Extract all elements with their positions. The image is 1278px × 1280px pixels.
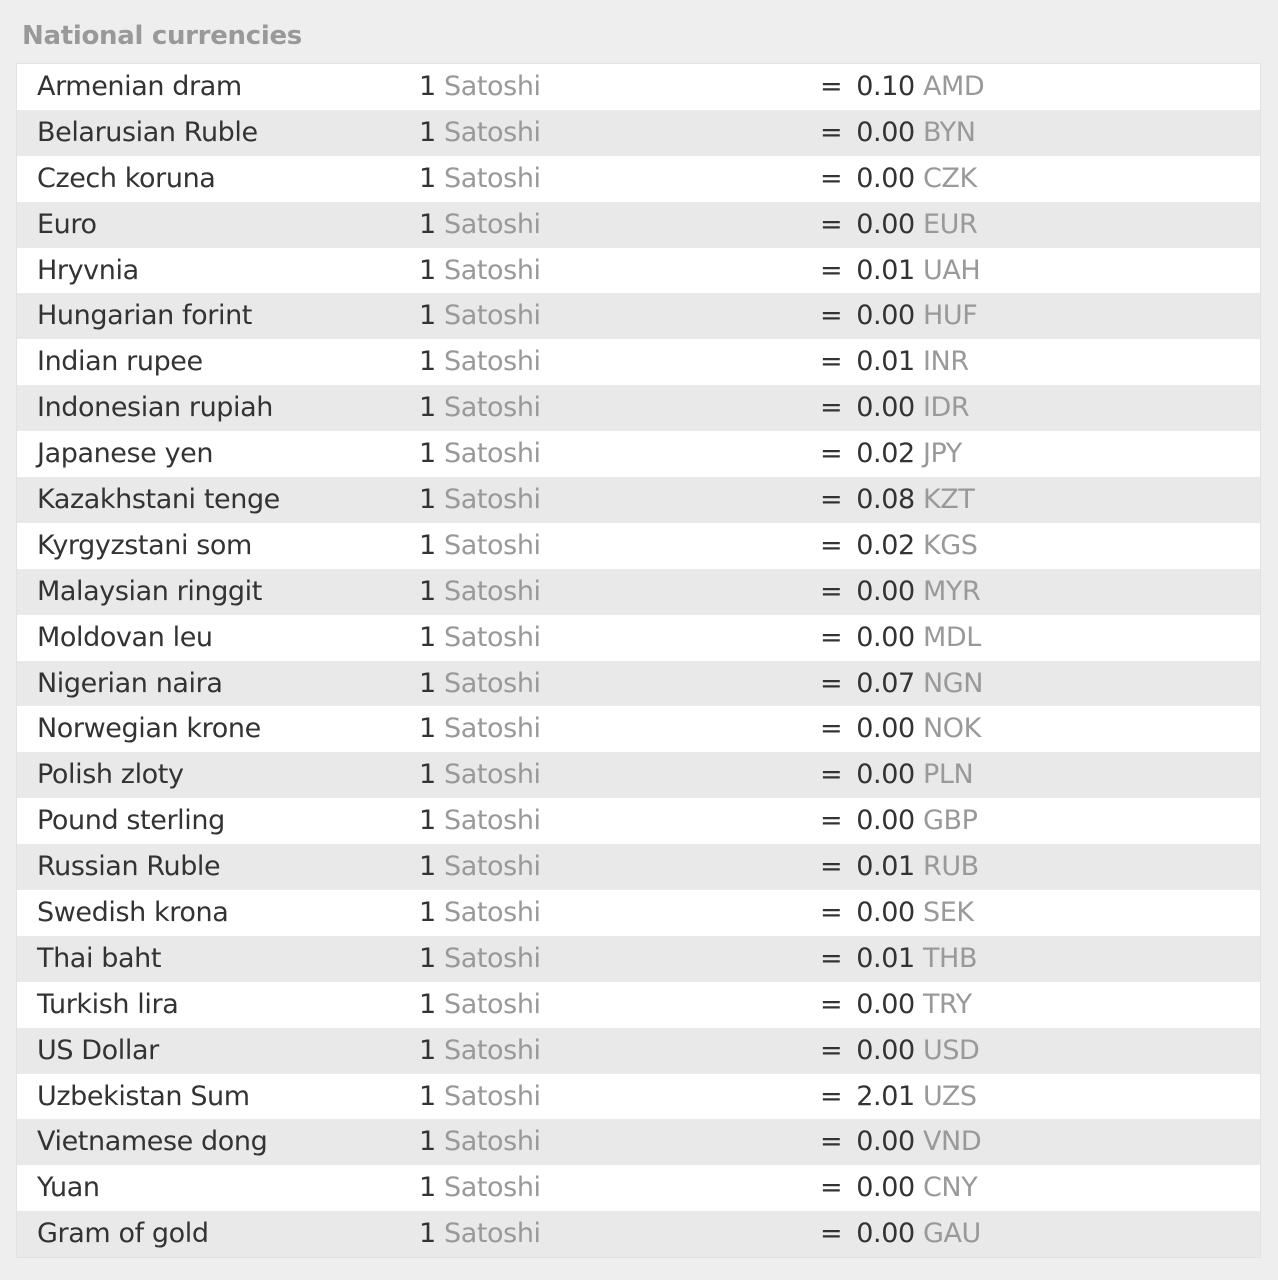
base-unit: Satoshi (443, 805, 541, 837)
base-amount: 1 (419, 1080, 436, 1112)
rate-cell (820, 1074, 977, 1120)
currency-name: Moldovan leu (37, 621, 213, 653)
equals-sign: = (820, 1126, 843, 1158)
rate-value: 0.00 (856, 300, 915, 332)
currency-code: HUF (922, 300, 978, 332)
rate-value: 0.00 (856, 759, 915, 791)
currency-row (17, 523, 1260, 569)
rate-cell (820, 1211, 981, 1257)
equals-sign: = (820, 254, 843, 286)
currency-name: Russian Ruble (37, 851, 221, 883)
currency-row (17, 936, 1260, 982)
currency-code: SEK (922, 897, 974, 929)
section-title: National currencies (22, 21, 302, 51)
base-amount-cell (419, 431, 541, 477)
rate-cell (820, 890, 974, 936)
rate-cell (820, 798, 977, 844)
base-amount: 1 (419, 575, 436, 607)
base-unit: Satoshi (443, 1218, 541, 1250)
currency-code: NOK (922, 713, 981, 745)
base-unit: Satoshi (443, 988, 541, 1020)
base-unit: Satoshi (443, 438, 541, 470)
base-unit: Satoshi (443, 1126, 541, 1158)
base-amount: 1 (419, 1126, 436, 1158)
base-unit: Satoshi (443, 529, 541, 561)
base-amount-cell (419, 202, 541, 248)
currency-row (17, 798, 1260, 844)
base-amount: 1 (419, 897, 436, 929)
equals-sign: = (820, 621, 843, 653)
base-unit: Satoshi (443, 162, 541, 194)
base-unit: Satoshi (443, 942, 541, 974)
currency-code: TRY (922, 988, 972, 1020)
currency-row (17, 339, 1260, 385)
currency-code: KGS (922, 529, 978, 561)
base-amount-cell (419, 64, 541, 110)
currency-code: KZT (922, 484, 975, 516)
currency-row (17, 477, 1260, 523)
base-unit: Satoshi (443, 71, 541, 102)
base-amount: 1 (419, 254, 436, 286)
base-amount: 1 (419, 805, 436, 837)
rate-value: 0.00 (856, 575, 915, 607)
currency-row (17, 890, 1260, 936)
equals-sign: = (820, 529, 843, 561)
base-amount-cell (419, 1119, 541, 1165)
currency-row (17, 615, 1260, 661)
equals-sign: = (820, 162, 843, 194)
base-unit: Satoshi (443, 300, 541, 332)
rate-cell (820, 569, 980, 615)
rate-value: 2.01 (856, 1080, 915, 1112)
rate-value: 0.07 (856, 667, 915, 699)
currency-row (17, 431, 1260, 477)
rate-cell (820, 706, 981, 752)
rate-value: 0.00 (856, 1218, 915, 1250)
rate-value: 0.00 (856, 988, 915, 1020)
rate-cell (820, 1165, 977, 1211)
currency-code: CZK (922, 162, 977, 194)
rate-value: 0.00 (856, 116, 915, 148)
base-unit: Satoshi (443, 1034, 541, 1066)
currency-row (17, 1028, 1260, 1074)
rate-cell (820, 339, 969, 385)
base-amount-cell (419, 752, 541, 798)
currency-row (17, 385, 1260, 431)
currency-code: UZS (922, 1080, 977, 1112)
currency-name: Belarusian Ruble (37, 116, 258, 148)
base-unit: Satoshi (443, 621, 541, 653)
rate-cell (820, 661, 983, 707)
currency-code: GBP (922, 805, 978, 837)
equals-sign: = (820, 1218, 843, 1250)
base-amount: 1 (419, 346, 436, 378)
rate-cell (820, 64, 984, 110)
currency-code: RUB (922, 851, 979, 883)
currency-name: Kazakhstani tenge (37, 484, 280, 516)
rate-value: 0.00 (856, 392, 915, 424)
base-amount: 1 (419, 438, 436, 470)
rate-cell (820, 110, 976, 156)
rate-value: 0.00 (856, 208, 915, 240)
rate-cell (820, 1028, 979, 1074)
rate-cell (820, 844, 979, 890)
rate-value: 0.00 (856, 621, 915, 653)
rate-cell (820, 982, 972, 1028)
base-amount: 1 (419, 1218, 436, 1250)
currency-name: Japanese yen (37, 438, 214, 470)
currency-code: MDL (922, 621, 981, 653)
currency-code: IDR (922, 392, 970, 424)
base-unit: Satoshi (443, 1172, 541, 1204)
currency-rates-table (16, 63, 1261, 1258)
currency-row (17, 110, 1260, 156)
currency-code: AMD (922, 71, 985, 102)
rate-value: 0.00 (856, 805, 915, 837)
base-amount-cell (419, 706, 541, 752)
rate-value: 0.02 (856, 529, 915, 561)
rate-value: 0.00 (856, 1034, 915, 1066)
currency-code: INR (922, 346, 969, 378)
rate-value: 0.00 (856, 1172, 915, 1204)
base-amount-cell (419, 248, 541, 294)
currency-code: VND (922, 1126, 982, 1158)
currency-row (17, 982, 1260, 1028)
currency-name: Euro (37, 208, 97, 240)
rate-cell (820, 431, 962, 477)
currency-name: Nigerian naira (37, 667, 223, 699)
currency-row (17, 1119, 1260, 1165)
currency-name: Malaysian ringgit (37, 575, 262, 607)
equals-sign: = (820, 208, 843, 240)
equals-sign: = (820, 116, 843, 148)
currency-code: CNY (922, 1172, 978, 1204)
rate-cell (820, 248, 980, 294)
currency-code: GAU (922, 1218, 981, 1250)
equals-sign: = (820, 988, 843, 1020)
currency-code: UAH (922, 254, 981, 286)
rate-value: 0.00 (856, 162, 915, 194)
base-amount-cell (419, 661, 541, 707)
equals-sign: = (820, 897, 843, 929)
currency-code: EUR (922, 208, 978, 240)
base-amount-cell (419, 569, 541, 615)
base-amount: 1 (419, 300, 436, 332)
currency-row (17, 293, 1260, 339)
base-amount: 1 (419, 392, 436, 424)
rate-cell (820, 293, 977, 339)
rate-cell (820, 385, 969, 431)
base-unit: Satoshi (443, 759, 541, 791)
base-amount-cell (419, 844, 541, 890)
equals-sign: = (820, 713, 843, 745)
base-amount-cell (419, 293, 541, 339)
rate-cell (820, 156, 977, 202)
base-amount-cell (419, 1028, 541, 1074)
currency-row (17, 1211, 1260, 1257)
base-amount: 1 (419, 208, 436, 240)
currency-name: Polish zloty (37, 759, 184, 791)
currency-row (17, 706, 1260, 752)
currency-row (17, 844, 1260, 890)
currency-name: Pound sterling (37, 805, 225, 837)
rate-value: 0.10 (856, 71, 915, 102)
equals-sign: = (820, 1034, 843, 1066)
base-amount: 1 (419, 1034, 436, 1066)
base-amount: 1 (419, 116, 436, 148)
base-amount-cell (419, 523, 541, 569)
currency-name: Yuan (37, 1172, 100, 1204)
equals-sign: = (820, 851, 843, 883)
base-amount-cell (419, 936, 541, 982)
base-unit: Satoshi (443, 851, 541, 883)
currency-name: Swedish krona (37, 897, 229, 929)
equals-sign: = (820, 1172, 843, 1204)
base-amount-cell (419, 1211, 541, 1257)
base-amount-cell (419, 798, 541, 844)
base-amount: 1 (419, 529, 436, 561)
currency-row (17, 661, 1260, 707)
currency-row (17, 156, 1260, 202)
currency-code: USD (922, 1034, 980, 1066)
base-amount-cell (419, 982, 541, 1028)
rate-cell (820, 1119, 981, 1165)
rate-value: 0.08 (856, 484, 915, 516)
currency-name: Uzbekistan Sum (37, 1080, 250, 1112)
base-amount: 1 (419, 942, 436, 974)
rate-cell (820, 615, 981, 661)
currency-name: Kyrgyzstani som (37, 529, 252, 561)
currency-code: PLN (922, 759, 974, 791)
rate-value: 0.02 (856, 438, 915, 470)
equals-sign: = (820, 392, 843, 424)
base-amount: 1 (419, 667, 436, 699)
base-amount-cell (419, 890, 541, 936)
base-amount-cell (419, 156, 541, 202)
base-amount: 1 (419, 162, 436, 194)
equals-sign: = (820, 942, 843, 974)
equals-sign: = (820, 300, 843, 332)
equals-sign: = (820, 759, 843, 791)
currency-name: Czech koruna (37, 162, 216, 194)
currency-code: NGN (922, 667, 984, 699)
currency-code: MYR (922, 575, 981, 607)
rate-cell (820, 936, 977, 982)
currency-code: JPY (922, 438, 962, 470)
base-unit: Satoshi (443, 713, 541, 745)
rate-value: 0.00 (856, 713, 915, 745)
currency-name: Turkish lira (37, 988, 179, 1020)
equals-sign: = (820, 346, 843, 378)
currency-name: Norwegian krone (37, 713, 261, 745)
rate-value: 0.01 (856, 942, 915, 974)
base-unit: Satoshi (443, 484, 541, 516)
base-unit: Satoshi (443, 667, 541, 699)
currency-code: BYN (922, 116, 976, 148)
base-amount: 1 (419, 484, 436, 516)
equals-sign: = (820, 1080, 843, 1112)
currency-row (17, 1165, 1260, 1211)
rate-cell (820, 523, 978, 569)
rate-value: 0.01 (856, 851, 915, 883)
currency-name: US Dollar (37, 1034, 159, 1066)
base-unit: Satoshi (443, 254, 541, 286)
base-amount: 1 (419, 713, 436, 745)
base-amount-cell (419, 339, 541, 385)
base-amount-cell (419, 1165, 541, 1211)
currency-name: Gram of gold (37, 1218, 209, 1250)
base-amount-cell (419, 477, 541, 523)
base-unit: Satoshi (443, 392, 541, 424)
base-unit: Satoshi (443, 897, 541, 929)
base-amount-cell (419, 110, 541, 156)
currency-row (17, 64, 1260, 110)
currency-row (17, 248, 1260, 294)
equals-sign: = (820, 484, 843, 516)
currency-row (17, 1074, 1260, 1120)
base-amount-cell (419, 385, 541, 431)
base-amount: 1 (419, 71, 436, 102)
currency-name: Vietnamese dong (37, 1126, 268, 1158)
base-amount-cell (419, 615, 541, 661)
base-amount: 1 (419, 621, 436, 653)
equals-sign: = (820, 667, 843, 699)
currency-name: Armenian dram (37, 71, 242, 102)
equals-sign: = (820, 71, 843, 102)
rate-value: 0.00 (856, 1126, 915, 1158)
base-unit: Satoshi (443, 346, 541, 378)
rate-cell (820, 477, 974, 523)
equals-sign: = (820, 805, 843, 837)
currency-name: Hungarian forint (37, 300, 252, 332)
rate-value: 0.01 (856, 254, 915, 286)
base-unit: Satoshi (443, 575, 541, 607)
rate-cell (820, 752, 973, 798)
base-amount: 1 (419, 988, 436, 1020)
base-unit: Satoshi (443, 116, 541, 148)
currency-row (17, 569, 1260, 615)
currency-name: Thai baht (37, 942, 162, 974)
equals-sign: = (820, 438, 843, 470)
currency-code: THB (922, 942, 978, 974)
base-amount: 1 (419, 1172, 436, 1204)
rate-cell (820, 202, 977, 248)
base-unit: Satoshi (443, 208, 541, 240)
base-amount: 1 (419, 851, 436, 883)
currency-name: Indian rupee (37, 346, 203, 378)
rate-value: 0.01 (856, 346, 915, 378)
base-amount-cell (419, 1074, 541, 1120)
base-unit: Satoshi (443, 1080, 541, 1112)
currency-row (17, 202, 1260, 248)
currency-name: Indonesian rupiah (37, 392, 273, 424)
currency-row (17, 752, 1260, 798)
currency-name: Hryvnia (37, 254, 139, 286)
equals-sign: = (820, 575, 843, 607)
rate-value: 0.00 (856, 897, 915, 929)
base-amount: 1 (419, 759, 436, 791)
